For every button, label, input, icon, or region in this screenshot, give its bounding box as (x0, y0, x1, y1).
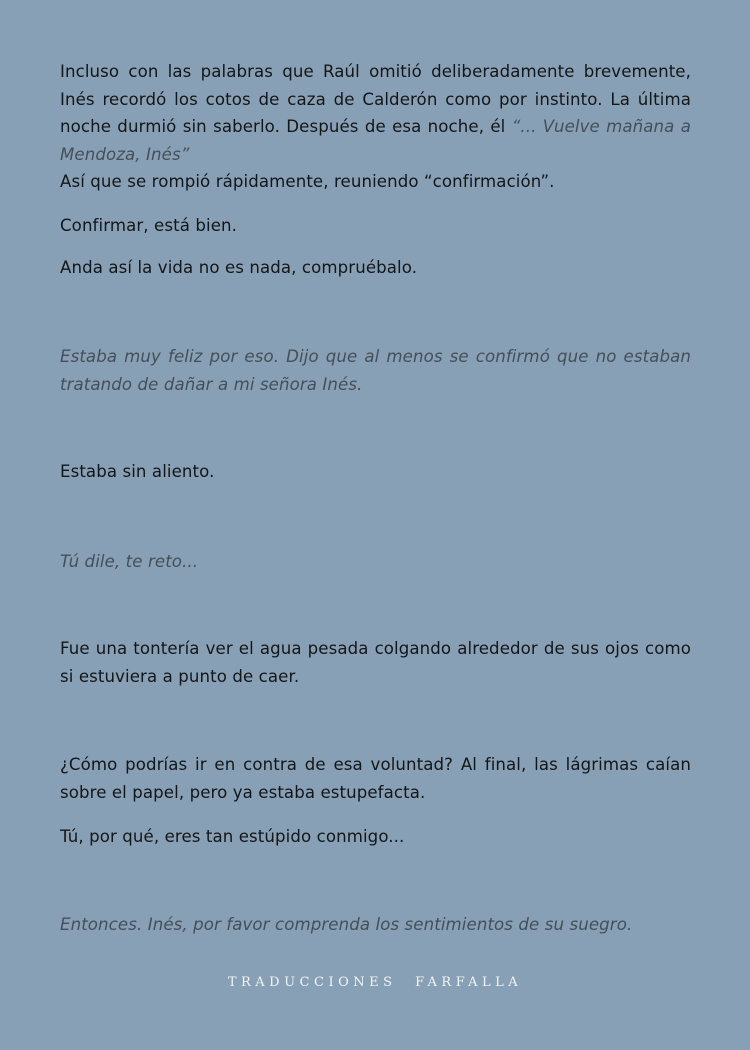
paragraph-1-end: Así que se rompió rápidamente, reuniendo “confirmación”. (60, 172, 555, 191)
paragraph-7: Fue una tontería ver el agua pesada colgando alrededor de sus ojos como si estuviera a punto de caer. (60, 639, 691, 686)
paragraph-2: Confirmar, está bien. (60, 216, 237, 235)
paragraph-1-text: Incluso con las palabras que Raúl omitió deliberadamente brevemente, Inés recordó los cotos de caza de Calderón como por instinto. La última noche durmió sin saberlo. Después de esa noche, él (60, 62, 691, 136)
paragraph-6-italic: Tú dile, te reto... (60, 552, 199, 571)
paragraph-8: ¿Cómo podrías ir en contra de esa voluntad? Al final, las lágrimas caían sobre el papel, pero ya estaba estupefacta. (60, 755, 691, 802)
paragraph-9: Tú, por qué, eres tan estúpido conmigo... (60, 827, 405, 846)
paragraph-3: Anda así la vida no es nada, compruébalo. (60, 258, 418, 277)
paragraph-4-italic: Estaba muy feliz por eso. Dijo que al menos se confirmó que no estaban tratando de dañar a mi señora Inés. (60, 347, 691, 394)
paragraph-1-quote: “... Vuelve mañana a Mendoza, Inés” (60, 117, 691, 164)
paragraph-1 (60, 58, 691, 196)
paragraph-5: Estaba sin aliento. (60, 462, 215, 481)
paragraph-10-italic: Entonces. Inés, por favor comprenda los sentimientos de su suegro. (60, 915, 633, 934)
footer-credit: TRADUCCIONES FARFALLA (227, 975, 523, 990)
